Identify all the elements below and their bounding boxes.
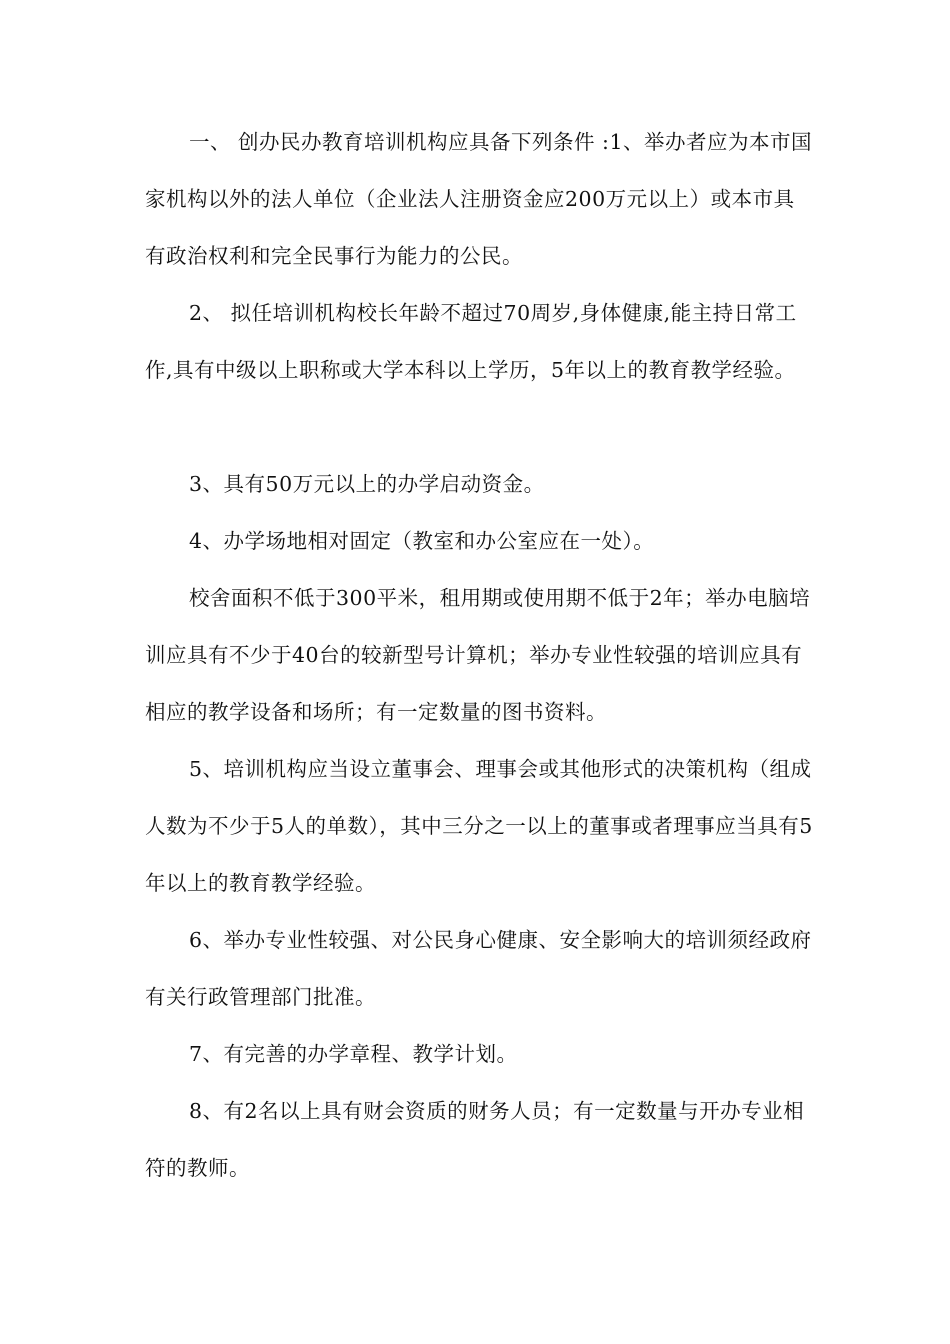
paragraph-startup-funds: 3、具有50万元以上的办学启动资金。 [189,472,545,496]
paragraph-approval: 6、举办专业性较强、对公民身心健康、安全影响大的培训须经政府有关行政管理部门批准。 [145,928,812,1009]
paragraph-venue: 4、办学场地相对固定（教室和办公室应在一处）。 [189,529,655,553]
paragraph-conditions-intro: 一、 创办民办教育培训机构应具备下列条件 :1、举办者应为本市国家机构以外的法人单位（企业法人注册资金应200万元以上）或本市具有政治权利和完全民事行为能力的公民。 [145,130,812,268]
paragraph-board: 5、培训机构应当设立董事会、理事会或其他形式的决策机构（组成人数为不少于5人的单数），其中三分之一以上的董事或者理事应当具有5年以上的教育教学经验。 [145,757,813,895]
paragraph-principal-requirements: 2、 拟任培训机构校长年龄不超过70周岁,身体健康,能主持日常工作,具有中级以上职称或大学本科以上学历，5年以上的教育教学经验。 [145,301,797,382]
paragraph-charter: 7、有完善的办学章程、教学计划。 [189,1042,518,1066]
paragraph-school-area: 校舍面积不低于300平米，租用期或使用期不低于2年；举办电脑培训应具有不少于40台的较新型号计算机；举办专业性较强的培训应具有相应的教学设备和场所；有一定数量的图书资料。 [145,586,811,724]
paragraph-staff: 8、有2名以上具有财会资质的财务人员；有一定数量与开办专业相符的教师。 [145,1099,805,1180]
